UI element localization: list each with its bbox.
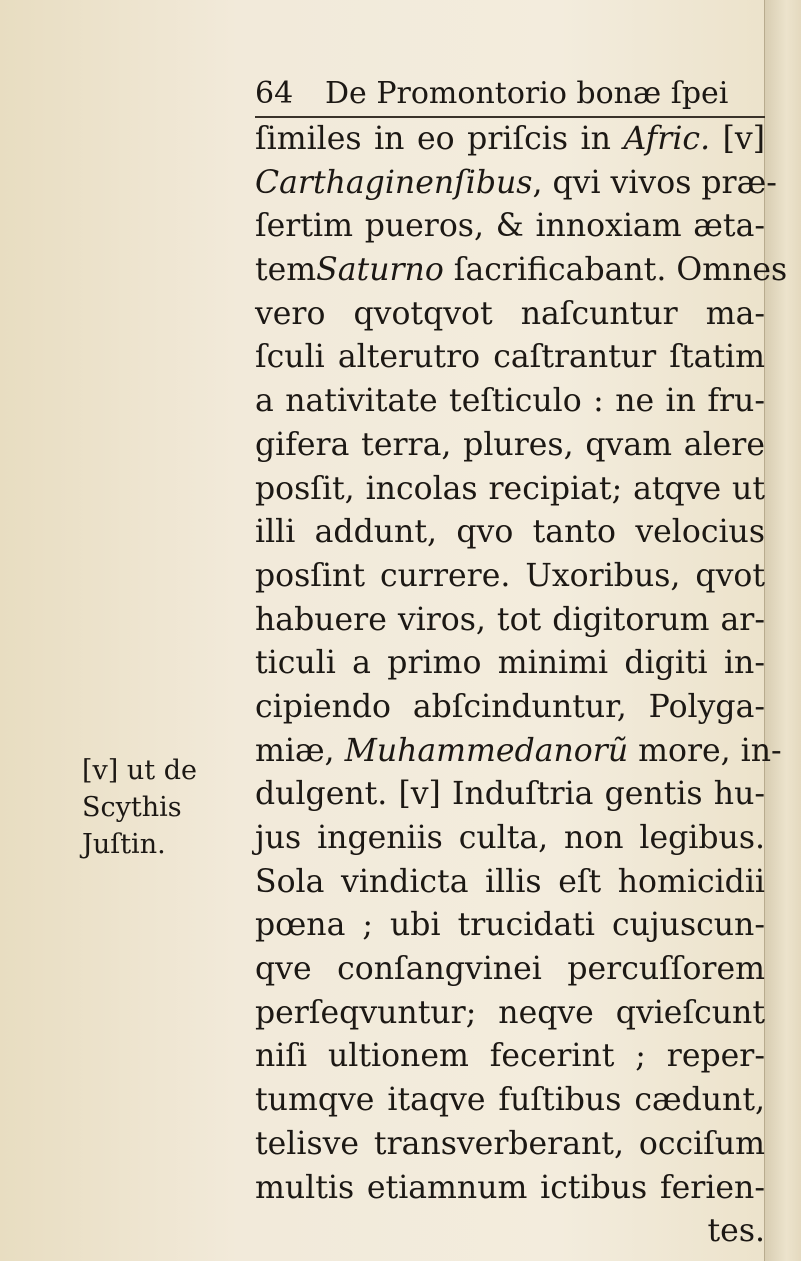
text-line: telisve transverberant, occiſum — [255, 1125, 765, 1162]
text-line: miæ, Muhammedanorũ more, in- — [255, 732, 782, 769]
text-line: habuere viros, tot digitorum ar- — [255, 601, 765, 638]
text-line: cipiendo abſcinduntur, Polyga- — [255, 688, 765, 725]
catchword: tes. — [707, 1213, 765, 1250]
text-line: Carthaginenſibus, qvi vivos præ- — [255, 164, 777, 201]
text-line: jus ingeniis culta, non legibus. — [255, 820, 765, 856]
text-line: illi addunt, qvo tanto velocius — [255, 514, 765, 551]
marginal-note-line: Juſtin. — [82, 829, 166, 860]
text-line: ſertim pueros, & innoxiam æta- — [255, 208, 765, 245]
running-title: De Promontorio bonæ ſpei — [325, 76, 729, 111]
text-line: qve conſangvinei percuſſorem — [255, 951, 765, 988]
marginal-note-line: Scythis — [82, 792, 182, 823]
page-number: 64 — [255, 76, 294, 111]
text-line: multis etiamnum ictibus ferien- — [255, 1169, 765, 1206]
text-line: ticuli a primo minimi digiti in- — [255, 645, 765, 682]
text-line: perſeqvuntur; neqve qvieſcunt — [255, 994, 765, 1031]
text-line: Sola vindicta illis eſt homicidii — [255, 863, 765, 900]
text-line: posſit, incolas recipiat; atqve ut — [255, 470, 765, 507]
text-line: vero qvotqvot naſcuntur ma- — [255, 295, 765, 332]
text-line: tumqve itaqve fuſtibus cædunt, — [255, 1082, 765, 1119]
text-line: niſi ultionem fecerint ; reper- — [255, 1038, 765, 1075]
text-line: a nativitate teſticulo : ne in fru- — [255, 383, 765, 420]
text-line: temSaturno ſacrificabant. Omnes — [255, 252, 788, 289]
marginal-note-line: [v] ut de — [82, 755, 197, 786]
marginal-note — [82, 752, 232, 863]
text-line: ſculi alterutro caſtrantur ſtatim — [255, 339, 765, 376]
text-line: pœna ; ubi trucidati cujuscun- — [255, 907, 765, 944]
text-line: gifera terra, plures, qvam alere — [255, 426, 765, 463]
running-head — [255, 72, 765, 118]
text-line: ſimiles in eo priſcis in Afric. [v] — [255, 121, 765, 157]
text-line: dulgent. [v] Induſtria gentis hu- — [255, 776, 765, 813]
text-line: posſint currere. Uxoribus, qvot — [255, 557, 765, 594]
main-text-block — [255, 118, 788, 1254]
